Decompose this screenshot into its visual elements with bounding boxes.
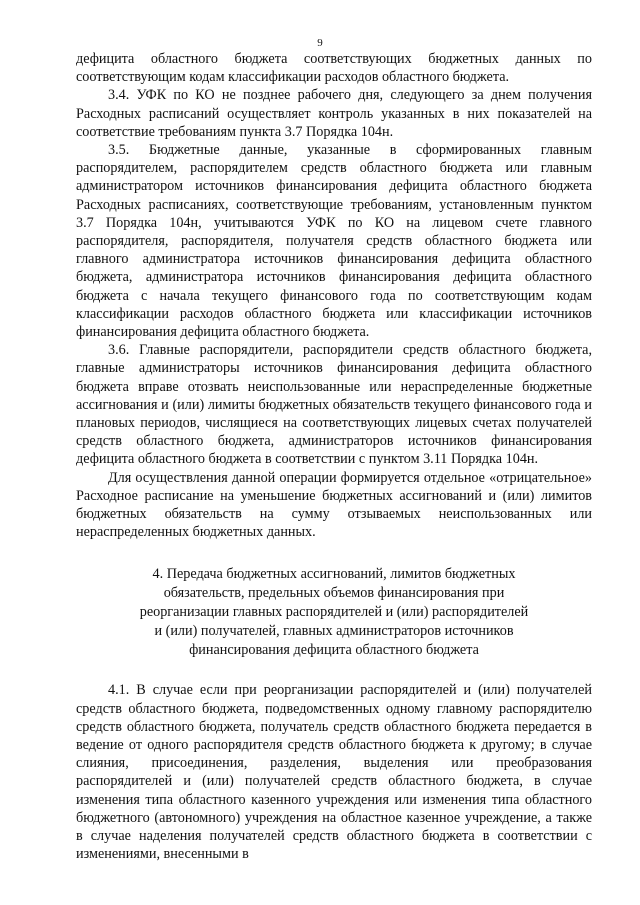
paragraph-continuation: дефицита областного бюджета соответствующих бюджетных данных по соответствующим кодам классификации расходов областного бюджета.: [76, 51, 592, 86]
paragraph-3-6: 3.6. Главные распорядители, распорядители средств областного бюджета, главные администраторы источников финансирования дефицита областного бюджета вправе отозвать неиспользованные или нераспределенные бюджетные ассигнования и (или) лимиты бюджетных обязательств текущего финансового года и плановых периодов, числящиеся на соответствующих лицевых счетах получателей средств областного бюджета, администраторов источников финансирования дефицита областного бюджета в соответствии с пунктом 3.11 Порядка 104н.: [76, 342, 592, 468]
paragraph-4-1: 4.1. В случае если при реорганизации распорядителей и (или) получателей средств областного бюджета, подведомственных одному главному распорядителю средств областного бюджета, получатель средств областного бюджета передается в ведение от одного распорядителя средств областного бюджета к другому; в случае слияния, присоединения, разделения, выделения или преобразования распорядителей и (или) получателей средств областного бюджета, в случае изменения типа областного казенного учреждения или изменения типа областного бюджетного (автономного) учреждения на областное казенное учреждение, а также в случае наделения получателей средств областного бюджета в соответствии с изменениями, внесенными в: [76, 682, 592, 863]
section-heading-line: обязательств, предельных объемов финансирования при: [163, 585, 505, 602]
section-4-heading: [76, 565, 592, 659]
section-heading-line: 4. Передача бюджетных ассигнований, лимитов бюджетных: [152, 566, 516, 583]
page-number: 9: [317, 37, 323, 49]
paragraph-3-4: 3.4. УФК по КО не позднее рабочего дня, следующего за днем получения Расходных расписаний осуществляет контроль указанных в них показателей на соответствие требованиям пункта 3.7 Порядка 104н.: [76, 87, 592, 140]
paragraph-negative-schedule: Для осуществления данной операции формируется отдельное «отрицательное» Расходное расписание на уменьшение бюджетных ассигнований и (или) лимитов бюджетных обязательств на сумму отзываемых неиспользованных или нераспределенных бюджетных данных.: [76, 469, 592, 541]
section-heading-line: финансирования дефицита областного бюджета: [189, 641, 479, 658]
page-body: [76, 50, 592, 864]
section-heading-line: и (или) получателей, главных администраторов источников: [154, 622, 514, 639]
section-heading-line: реорганизации главных распорядителей и (или) распорядителей: [139, 604, 529, 621]
paragraph-3-5: 3.5. Бюджетные данные, указанные в сформированных главным распорядителем, распорядителем средств областного бюджета или главным администратором источников финансирования дефицита областного бюджета Расходных расписаниях, соответствующие требованиям, установленным пунктом 3.7 Порядка 104н, учитываются УФК по КО на лицевом счете главного распорядителя, распорядителя, получателя средств областного бюджета или главного администратора источников финансирования дефицита областного бюджета, администратора источников финансирования дефицита областного бюджета с начала текущего финансового года по соответствующим кодам классификации расходов областного бюджета или классификации источников финансирования дефицита областного бюджета.: [76, 142, 592, 341]
